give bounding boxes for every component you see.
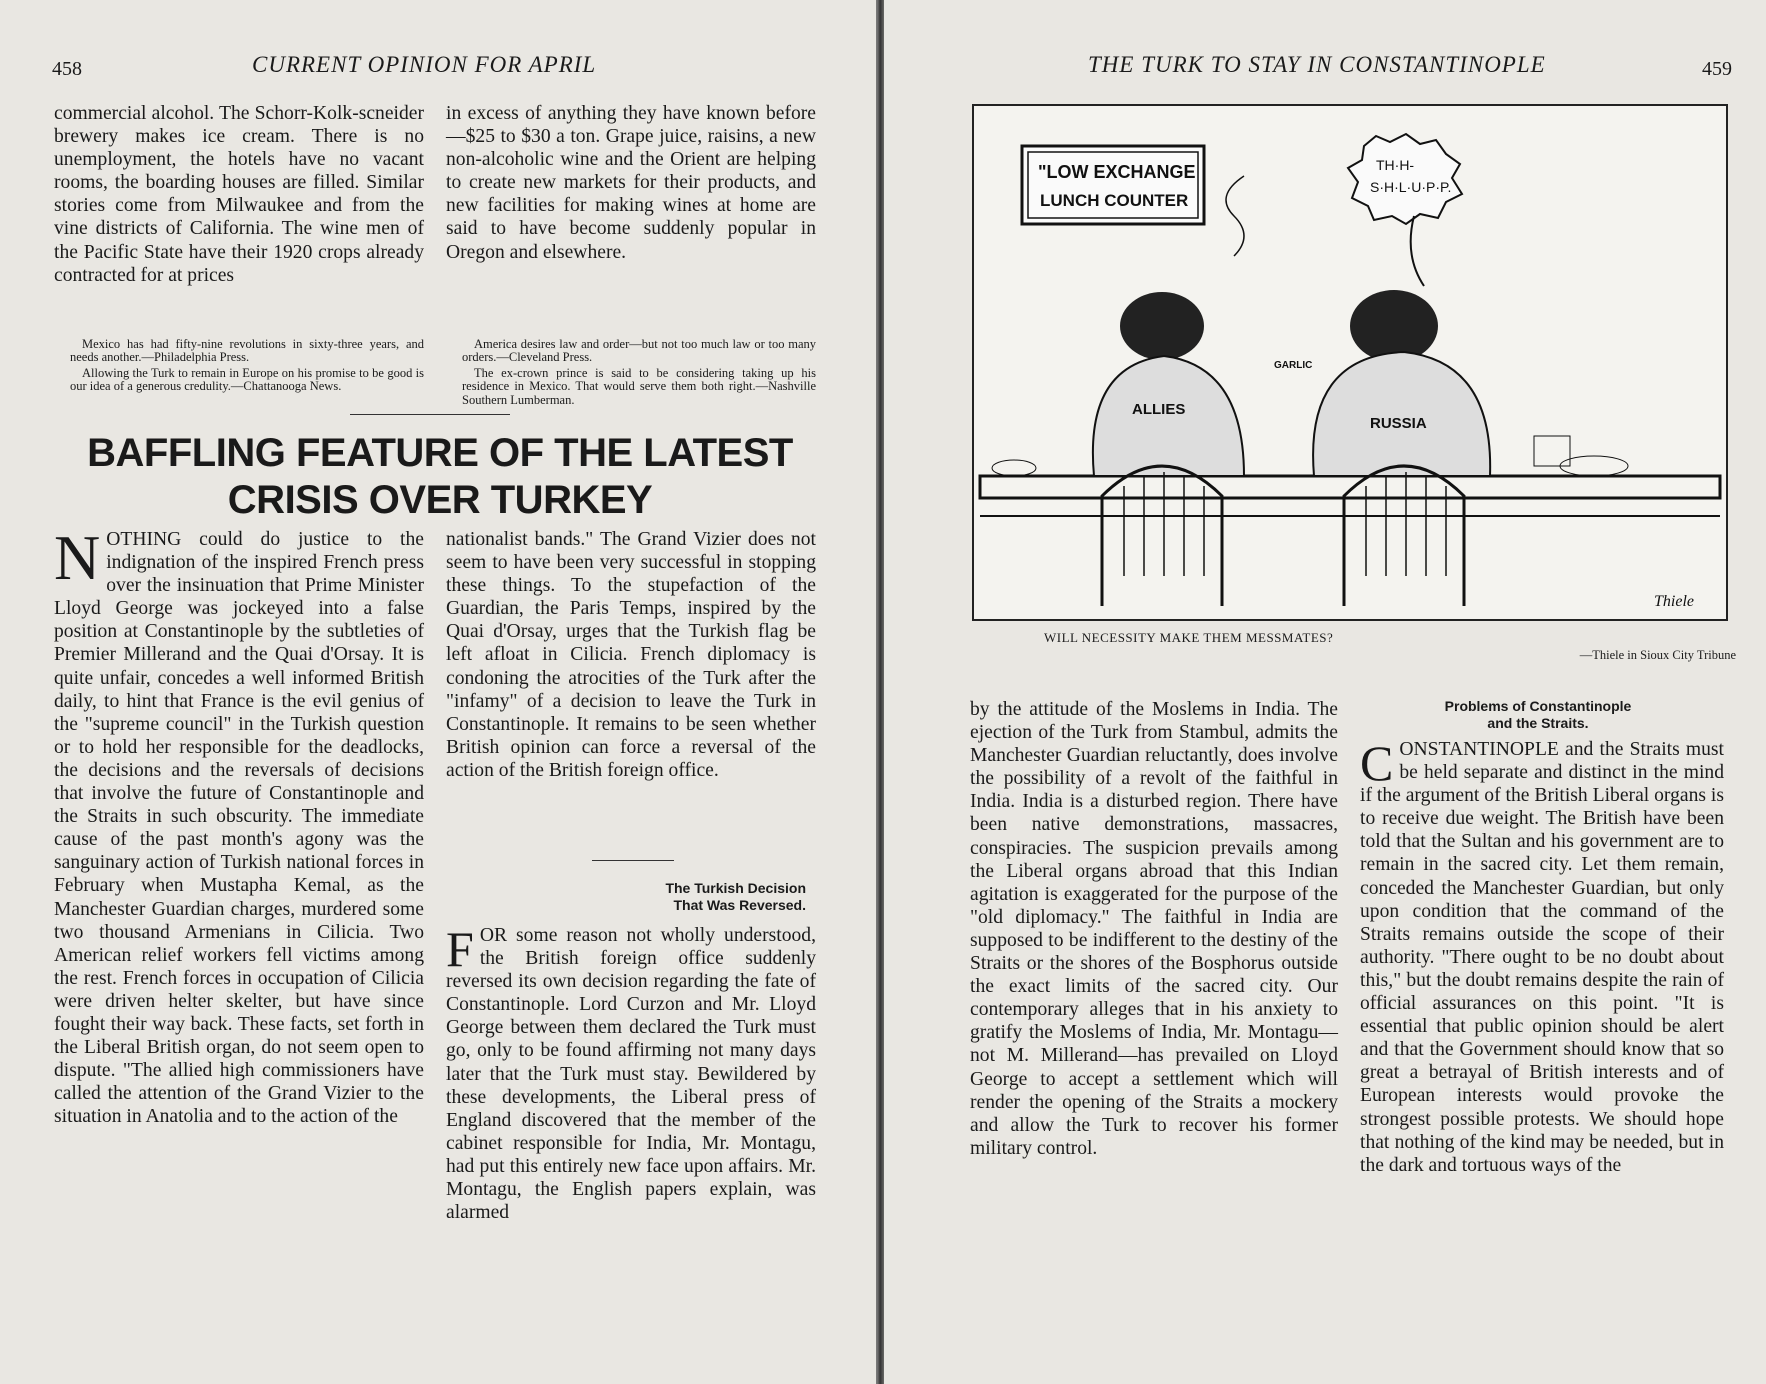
label-russia: RUSSIA xyxy=(1370,415,1427,432)
label-garlic: GARLIC xyxy=(1274,360,1313,371)
divider xyxy=(350,414,510,415)
quips-column-1 xyxy=(70,338,424,396)
top-column-2: in excess of anything they have known before—$25 to $30 a ton. Grape juice, raisins, a new non-alcoholic wine and the Orient are helping to create new markets for their products, and new facilities for making wines at home are said to have become suddenly popular in Oregon and elsewhere. xyxy=(446,103,816,263)
quip: Mexico has had fifty-nine revolutions in sixty-three years, and needs another.—Philadelphia Press. xyxy=(70,337,424,365)
running-head: CURRENT OPINION FOR APRIL xyxy=(252,52,597,77)
quip: Allowing the Turk to remain in Europe on his promise to be good is our idea of a generous credulity.—Chattanooga News. xyxy=(70,365,424,394)
divider xyxy=(592,860,674,861)
cartoon-drawing xyxy=(974,106,1726,619)
article-column-1: NOTHING could do justice to the indignation of the inspired French press over the insinuation that Prime Minister Lloyd George was jockeyed into a false position at Constantinople by the subtleties of Premier Millerand and the Quai d'Orsay. It is quite unfair, concedes a well informed British daily, to hint that France is the evil genius of the "supreme council" in the Turkish question or to hold her responsible for the deadlocks, the decisions and the reversals of decisions that involve the future of Constantinople and the Straits in such obscurity. The immediate cause of the past month's agony was the sanguinary action of Turkish national forces in February when Mustapha Kemal, as the Manchester Guardian charges, murdered some two thousand Armenians in Cilicia. Two American relief workers fell victims among the rest. French forces in occupation of Cilicia were driven helter skelter, but have since fought their way back. These facts, set forth in the Liberal British organ, do not seem open to dispute. "The allied high commissioners have called the attention of the Grand Vizier to the situation in Anatolia and to the action of the xyxy=(54,522,424,1128)
cartoon-credit: —Thiele in Sioux City Tribune xyxy=(1579,648,1736,662)
bubble-text: TH·H- xyxy=(1376,157,1415,173)
quip: America desires law and order—but not too much law or too many orders.—Cleveland Press. xyxy=(462,337,816,365)
article-headline: BAFFLING FEATURE OF THE LATEST CRISIS OVER TURKEY xyxy=(87,431,793,522)
drop-cap: N xyxy=(54,522,101,593)
quips-column-2 xyxy=(462,338,816,409)
sign-text: LUNCH COUNTER xyxy=(1040,191,1189,210)
sign-text: "LOW EXCHANGE xyxy=(1038,162,1196,182)
top-column-1: commercial alcohol. The Schorr-Kolk-scneider brewery makes ice cream. There is no unemployment, the hotels have no vacant rooms, the boarding houses are filled. Similar stories come from Milwaukee and from the vine districts of California. The wine men of the Pacific State have their 1920 crops already contracted for at prices xyxy=(54,103,424,286)
quip: The ex-crown prince is said to be considering taking up his residence in Mexico. That would serve them both right.—Nashville Southern Lumberman. xyxy=(462,365,816,407)
right-column-1: by the attitude of the Moslems in India. The ejection of the Turk from Stambul, admits the Manchester Guardian reluctantly, does involve the possibility of a revolt of the faithful in India. India is a disturbed region. There have been native demonstrations, massacres, conspiracies. The suspicion prevails among the Liberal organs abroad that this Indian agitation is exaggerated for the purpose of the "old diplomacy." The faithful in India are supposed to be indifferent to the destiny of the Straits or the shores of the Bosphorus outside the exact limits of the sacred city. Our contemporary alleges that in his anxiety to gratify the Moslems of India, Mr. Montagu—not M. Millerand—has prevailed on Lloyd George to accept a settlement which will render the opening of the Straits a mockery and allow the Turk to recover his former military control. xyxy=(970,699,1338,1159)
article-column-2: nationalist bands." The Grand Vizier does not seem to have been very successful in stopping these things. To the stupefaction of the Guardian, the Paris Temps, inspired by the Quai d'Orsay, urges that the Turkish flag be left afloat in Cilicia. French diplomacy is condoning the atrocities of the Turk after the "infamy" of a decision to leave the Turk in Constantinople. It remains to be seen whether British opinion can force a reversal of the action of the British foreign office. xyxy=(446,529,816,781)
drop-cap: F xyxy=(446,921,474,977)
page-number: 458 xyxy=(52,58,82,80)
running-head: THE TURK TO STAY IN CONSTANTINOPLE xyxy=(1088,52,1546,77)
page-number: 459 xyxy=(1702,58,1732,80)
right-column-2: CONSTANTINOPLE and the Straits must be held separate and distinct in the mind if the argument of the British Liberal organs is to receive due weight. The British have been told that the Sultan and his government are to remain in the sacred city. Let them remain, conceded the Manchester Guardian, but only upon condition that the command of the Straits remains outside the scope of their authority. "There ought to be no doubt about this," but the doubt remains despite the rain of official assurances on this point. "It is essential that public opinion should be alert and that the Government should know that so great a betrayal of British interests and of European interests would provoke the strongest possible protests. We should hope that nothing of the kind may be needed, but in the dark and tortuous ways of the xyxy=(1360,735,1724,1176)
article-column-2b: FOR some reason not wholly understood, the British foreign office suddenly reversed its own decision regarding the fate of Constantinople. Lord Curzon and Mr. Lloyd George between them declared the Turk must go, only to be found affirming not many days later that the Turk must stay. Bewildered by these developments, the Liberal press of England discovered that the member of the cabinet responsible for India, Mr. Montagu, had put this entirely new face upon affairs. Mr. Montagu, the English papers explain, was alarmed xyxy=(446,921,816,1224)
editorial-cartoon xyxy=(972,104,1728,621)
drop-cap: C xyxy=(1360,735,1394,791)
subhead: Problems of Constantinople and the Straits. xyxy=(1444,698,1632,731)
right-page xyxy=(884,0,1766,1384)
subhead: The Turkish Decision That Was Reversed. xyxy=(665,880,806,913)
left-page xyxy=(0,0,876,1384)
label-allies: ALLIES xyxy=(1132,401,1186,418)
bubble-text: S·H·L·U·P·P. xyxy=(1370,179,1452,195)
cartoon-caption: WILL NECESSITY MAKE THEM MESSMATES? xyxy=(1044,630,1334,645)
artist-signature: Thiele xyxy=(1654,593,1694,610)
